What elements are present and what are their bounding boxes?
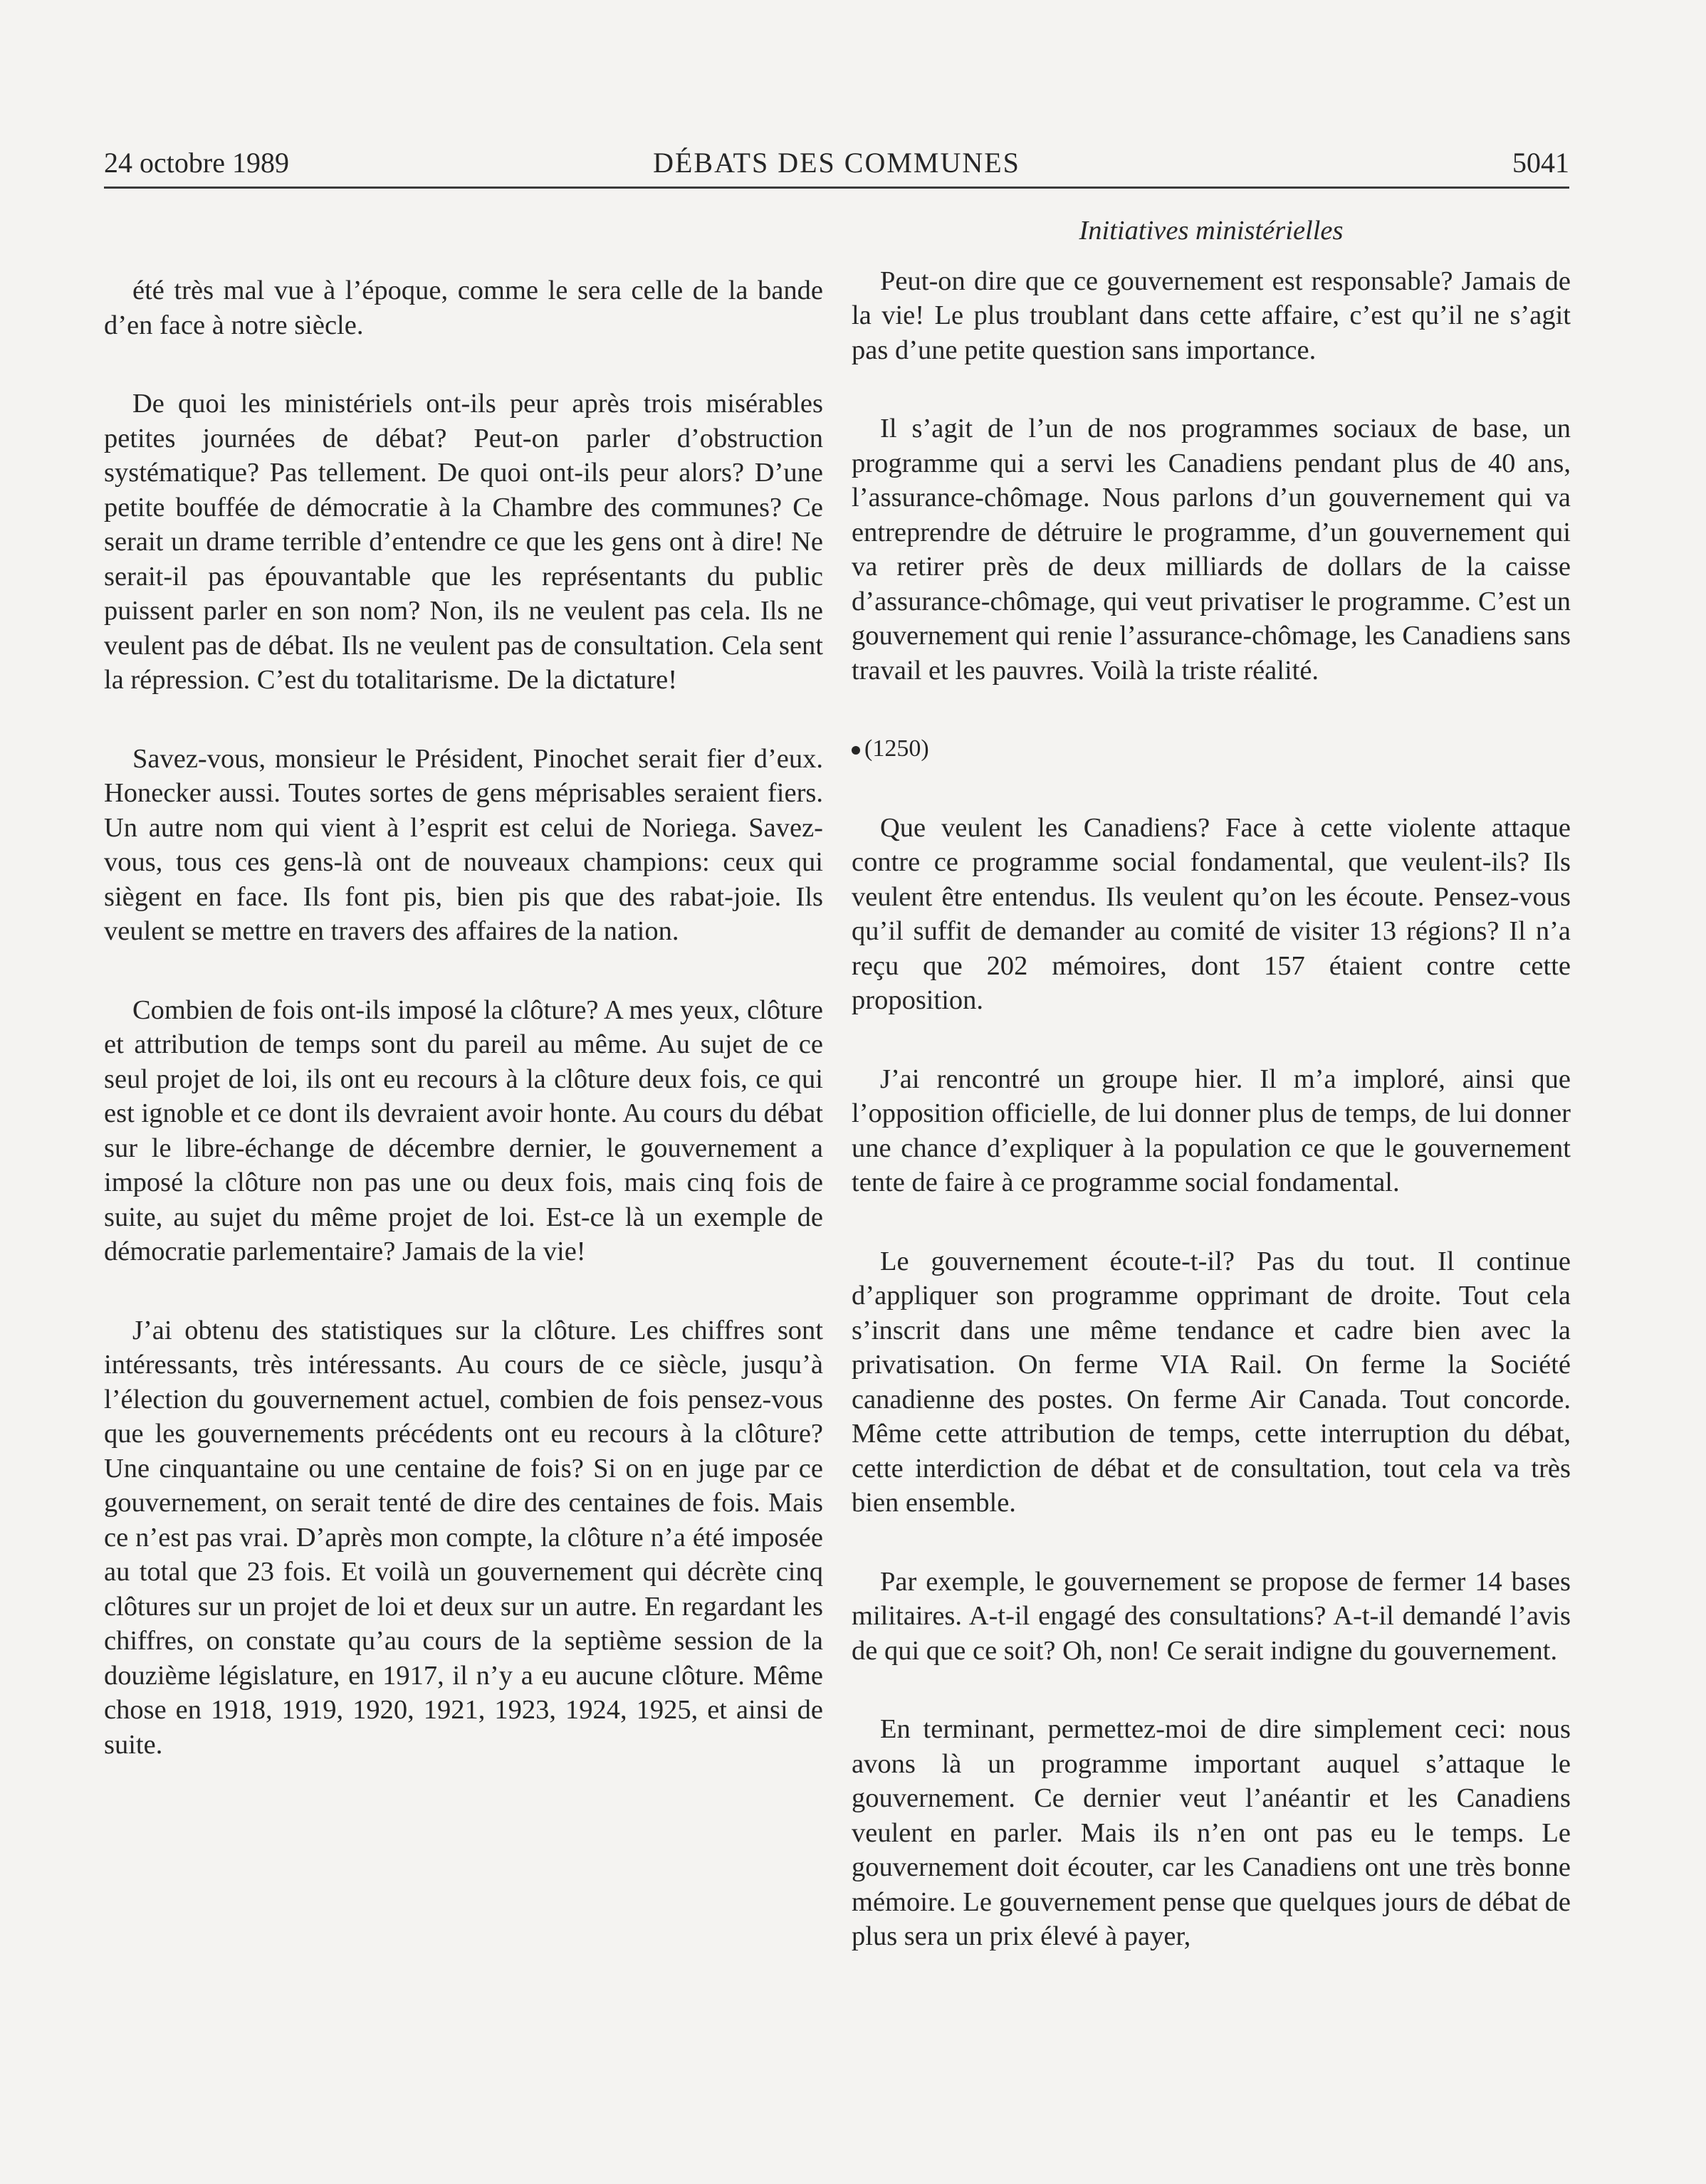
paragraph: De quoi les ministériels ont-ils peur après trois misérables petites journées de débat? Peut-on parler d’obstruction systématique? Pas tellement. De quoi ont-ils peur alors? D’une petite bouffée de démocratie à la Chambre des communes? Ce serait un drame terrible d’entendre ce que les gens ont à dire! Ne serait-il pas épouvantable que les représentants du public puissent parler en son nom? Non, ils ne veulent pas cela. Ils ne veulent pas de débat. Ils ne veulent pas de consultation. Cela sent la répression. C’est du totalitarisme. De la dictature! xyxy=(104,389,823,695)
page-header xyxy=(104,141,1569,185)
paragraph: été très mal vue à l’époque, comme le sera celle de la bande d’en face à notre siècle. xyxy=(104,275,823,340)
paragraph: Savez-vous, monsieur le Président, Pinochet serait fier d’eux. Honecker aussi. Toutes sortes de gens méprisables seraient fiers. Un autre nom qui vient à l’esprit est celui de Noriega. Savez-vous, tous ces gens-là ont de nouveaux champions: ceux qui siègent en face. Ils font pis, bien pis que des rabat-joie. Ils veulent se mettre en travers des affaires de la nation. xyxy=(104,743,823,946)
publication-title: DÉBATS DES COMMUNES xyxy=(653,147,1020,179)
time-marker xyxy=(852,732,1571,767)
time-marker-text: (1250) xyxy=(864,735,929,762)
header-rule xyxy=(104,187,1569,189)
paragraph: En terminant, permettez-moi de dire simplement ceci: nous avons là un programme important auquel s’attaque le gouvernement. Ce dernier veut l’anéantir et les Canadiens veulent en parler. Mais ils n’en ont pas eu le temps. Le gouvernement doit écouter, car les Canadiens ont une très bonne mémoire. Le gouvernement pense que quelques jours de débat de plus sera un prix élevé à payer, xyxy=(852,1714,1571,1951)
bullet-icon xyxy=(852,746,860,755)
right-column xyxy=(852,214,1571,1998)
paragraph: Il s’agit de l’un de nos programmes sociaux de base, un programme qui a servi les Canadiens pendant plus de 40 ans, l’assurance-chômage. Nous parlons d’un gouvernement qui va entreprendre de détruire le programme, d’un gouvernement qui va retirer près de deux milliards de dollars de la caisse d’assurance-chômage, qui veut privatiser le programme. C’est un gouvernement qui renie l’assurance-chômage, les Canadiens sans travail et les pauvres. Voilà la triste réalité. xyxy=(852,414,1571,686)
paragraph: Le gouvernement écoute-t-il? Pas du tout. Il continue d’appliquer son programme opprimant de droite. Tout cela s’inscrit dans une même tendance et cadre bien avec la privatisation. On ferme VIA Rail. On ferme la Société canadienne des postes. On ferme Air Canada. Tout concorde. Même cette attribution de temps, cette interruption du débat, cette interdiction de débat et de consultation, tout cela va très bien ensemble. xyxy=(852,1246,1571,1518)
paragraph: J’ai obtenu des statistiques sur la clôture. Les chiffres sont intéressants, très intéressants. Au cours de ce siècle, jusqu’à l’élection du gouvernement actuel, combien de fois pensez-vous que les gouvernements précédents ont eu recours à la clôture? Une cinquantaine ou une centaine de fois? Si on en juge par ce gouvernement, on serait tenté de dire des centaines de fois. Mais ce n’est pas vrai. D’après mon compte, la clôture n’a été imposée au total que 23 fois. Et voilà un gouvernement qui décrète cinq clôtures sur un projet de loi et deux sur un autre. En regardant les chiffres, on constate qu’au cours de la septième session de la douzième législature, en 1917, il n’y a eu aucune clôture. Même chose en 1918, 1919, 1920, 1921, 1923, 1924, 1925, et ainsi de suite. xyxy=(104,1315,823,1760)
paragraph: Peut-on dire que ce gouvernement est responsable? Jamais de la vie! Le plus troublant dans cette affaire, c’est qu’il ne s’agit pas d’une petite question sans importance. xyxy=(852,266,1571,365)
paragraph: Par exemple, le gouvernement se propose de fermer 14 bases militaires. A-t-il engagé des consultations? A-t-il demandé l’avis de qui que ce soit? Oh, non! Ce serait indigne du gouvernement. xyxy=(852,1566,1571,1666)
paragraph: Combien de fois ont-ils imposé la clôture? A mes yeux, clôture et attribution de temps sont du pareil au même. Au sujet de ce seul projet de loi, ils ont eu recours à la clôture deux fois, ce qui est ignoble et ce dont ils devraient avoir honte. Au cours du débat sur le libre-échange de décembre dernier, le gouvernement a imposé la clôture non pas une ou deux fois, mais cinq fois de suite, au sujet du même projet de loi. Est-ce là un exemple de démocratie parlementaire? Jamais de la vie! xyxy=(104,994,823,1266)
left-column xyxy=(104,214,823,1806)
page-number: 5041 xyxy=(1512,147,1569,179)
header-date: 24 octobre 1989 xyxy=(104,147,289,179)
section-title: Initiatives ministérielles xyxy=(1079,216,1344,246)
paragraph: Que veulent les Canadiens? Face à cette violente attaque contre ce programme social fondamental, que veulent-ils? Ils veulent être entendus. Ils veulent qu’on les écoute. Pensez-vous qu’il suffit de demander au comité de visiter 13 régions? Il n’a reçu que 202 mémoires, dont 157 étaient contre cette proposition. xyxy=(852,812,1571,1015)
paragraph: J’ai rencontré un groupe hier. Il m’a imploré, ainsi que l’opposition officielle, de lui donner plus de temps, de lui donner une chance d’expliquer à la population ce que le gouvernement tente de faire à ce programme social fondamental. xyxy=(852,1064,1571,1197)
